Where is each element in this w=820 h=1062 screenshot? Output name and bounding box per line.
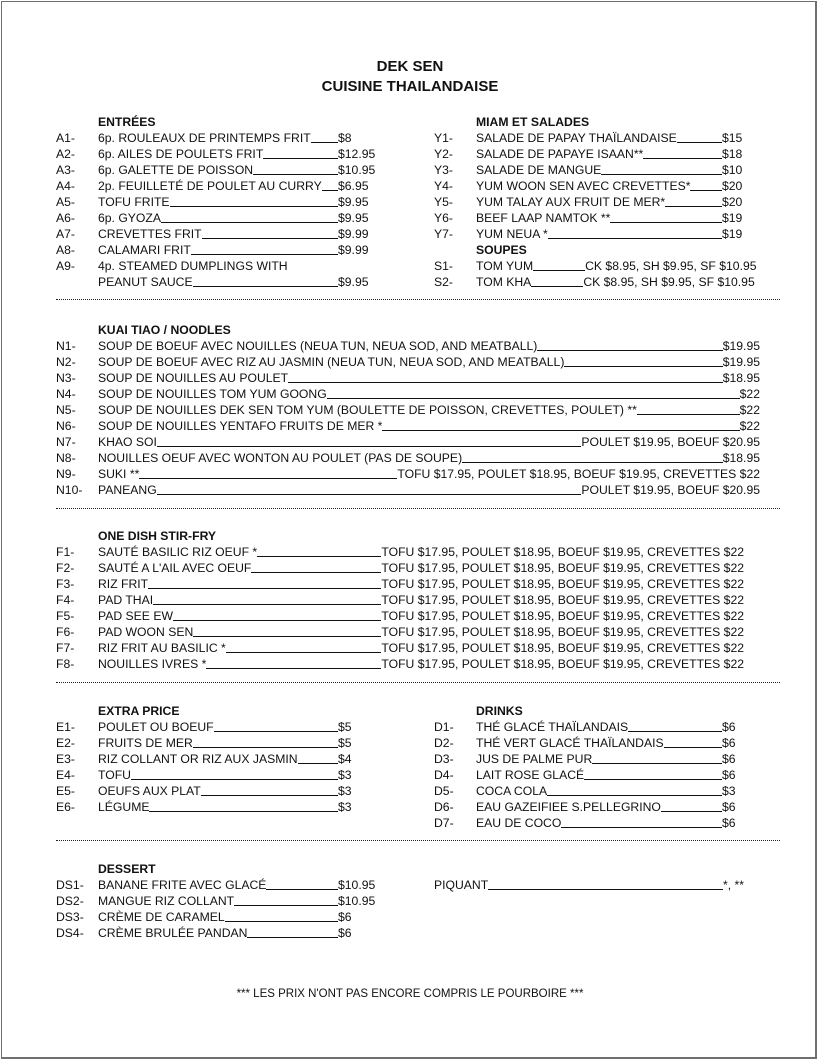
leader-line <box>247 937 338 938</box>
leader-line <box>643 158 722 159</box>
item-name: CRÈME DE CARAMEL <box>98 910 225 924</box>
menu-item-row <box>56 560 744 576</box>
noodles-section <box>56 322 760 498</box>
item-price: TOFU $17.95, POULET $18.95, BOEUF $19.95, CREVETTES $22 <box>381 593 744 607</box>
leader-line <box>191 254 338 255</box>
leader-line <box>202 238 338 239</box>
item-code: DS2- <box>56 894 84 908</box>
item-price: $20 <box>722 195 743 209</box>
item-name: RIZ FRIT AU BASILIC * <box>98 641 226 655</box>
item-price: $6 <box>338 926 352 940</box>
item-name: 6p. GYOZA <box>98 211 161 225</box>
leader-line <box>206 668 381 669</box>
item-name: SOUP DE NOUILLES DEK SEN TOM YUM (BOULETTE DE POISSON, CREVETTES, POULET) ** <box>98 403 637 417</box>
extra-section <box>56 703 356 815</box>
item-price: $6 <box>338 910 352 924</box>
item-name: SOUP DE BOEUF AVEC RIZ AU JASMIN (NEUA TUN, NEUA SOD, AND MEATBALL) <box>98 355 565 369</box>
menu-item-row <box>434 226 760 242</box>
item-code: E1- <box>56 720 75 734</box>
menu-item-row <box>434 783 740 799</box>
item-name: TOM KHA <box>476 275 532 289</box>
menu-item-row <box>56 338 760 354</box>
item-name: CRÈME BRULÉE PANDAN <box>98 926 248 940</box>
item-code: E3- <box>56 752 75 766</box>
item-price: $6 <box>722 736 736 750</box>
item-price: $19 <box>722 211 743 225</box>
item-code: DS3- <box>56 910 84 924</box>
item-code: A5- <box>56 195 75 209</box>
menu-item-row <box>56 640 744 656</box>
item-name: 6p. ROULEAUX DE PRINTEMPS FRIT <box>98 131 311 145</box>
leader-line <box>251 572 381 573</box>
item-name: BANANE FRITE AVEC GLACÉ <box>98 878 267 892</box>
leader-line <box>173 620 381 621</box>
item-code: F5- <box>56 609 75 623</box>
item-name: POULET OU BOEUF <box>98 720 214 734</box>
item-price: $8 <box>338 131 352 145</box>
menu-item-row <box>434 130 760 146</box>
dessert-section <box>56 861 376 941</box>
salades-heading: MIAM ET SALADES <box>476 115 590 129</box>
item-price: TOFU $17.95, POULET $18.95, BOEUF $19.95, CREVETTES $22 <box>397 467 760 481</box>
item-price: CK $8.95, SH $9.95, SF $10.95 <box>585 259 757 273</box>
item-name: 2p. FEUILLETÉ DE POULET AU CURRY <box>98 179 322 193</box>
item-code: F4- <box>56 593 75 607</box>
item-name: PAD SEE EW <box>98 609 173 623</box>
item-name: SOUP DE BOEUF AVEC NOUILLES (NEUA TUN, NEUA SOD, AND MEATBALL) <box>98 339 538 353</box>
menu-item-row <box>56 799 356 815</box>
item-code: D7- <box>434 816 454 830</box>
item-code: E2- <box>56 736 75 750</box>
noodles-heading: KUAI TIAO / NOODLES <box>98 323 231 337</box>
leader-line <box>665 206 722 207</box>
menu-item-row <box>434 719 740 735</box>
item-price: $10.95 <box>338 163 376 177</box>
leader-line <box>564 366 722 367</box>
menu-item-row <box>434 146 760 162</box>
leader-line <box>664 747 722 748</box>
leader-line <box>226 652 382 653</box>
item-name: SOUP DE NOUILLES TOM YUM GOONG <box>98 387 327 401</box>
item-price: $18 <box>722 147 743 161</box>
menu-item-row <box>434 767 740 783</box>
menu-item-row <box>56 274 376 290</box>
leader-line <box>690 190 722 191</box>
item-code: A3- <box>56 163 75 177</box>
leader-line <box>592 763 722 764</box>
item-code: N9- <box>56 467 76 481</box>
menu-item-row <box>56 656 744 672</box>
item-code: Y5- <box>434 195 453 209</box>
leader-line <box>537 350 722 351</box>
menu-item-row <box>434 799 740 815</box>
item-code: DS1- <box>56 878 84 892</box>
item-price: $3 <box>338 800 352 814</box>
leader-line <box>214 731 338 732</box>
item-price: $10.95 <box>338 878 376 892</box>
menu-item-row <box>434 751 740 767</box>
item-price: $10.95 <box>338 894 376 908</box>
item-code: N8- <box>56 451 76 465</box>
item-name: KHAO SOI <box>98 435 157 449</box>
item-code: Y4- <box>434 179 453 193</box>
item-name: OEUFS AUX PLAT <box>98 784 201 798</box>
item-price: $4 <box>338 752 352 766</box>
restaurant-name: DEK SEN <box>376 58 444 75</box>
item-code: F1- <box>56 545 75 559</box>
item-name: SALADE DE MANGUE <box>476 163 602 177</box>
item-price: POULET $19.95, BOEUF $20.95 <box>581 483 760 497</box>
menu-item-row <box>56 909 376 925</box>
menu-item-row <box>56 162 376 178</box>
leader-line <box>488 889 723 890</box>
menu-item-row <box>56 608 744 624</box>
leader-line <box>677 142 722 143</box>
menu-item-row <box>56 130 376 146</box>
menu-item-row <box>56 178 376 194</box>
item-name-continued: PEANUT SAUCE <box>98 275 193 289</box>
menu-item-row <box>56 592 744 608</box>
item-code: F2- <box>56 561 75 575</box>
leader-line <box>170 206 338 207</box>
leader-line <box>531 286 583 287</box>
item-code: D6- <box>434 800 454 814</box>
item-price: $15 <box>722 131 743 145</box>
item-price: $9.99 <box>338 227 369 241</box>
leader-line <box>149 811 338 812</box>
menu-item-row <box>56 242 376 258</box>
item-name: SAUTÉ BASILIC RIZ OEUF * <box>98 545 258 559</box>
soupes-section <box>434 242 760 290</box>
leader-line <box>548 238 722 239</box>
item-name: FRUITS DE MER <box>98 736 193 750</box>
item-code: E6- <box>56 800 75 814</box>
item-name: LÉGUME <box>98 800 150 814</box>
menu-item-row <box>56 576 744 592</box>
leader-line <box>661 811 722 812</box>
menu-item-row <box>56 466 760 482</box>
menu-item-row <box>434 258 760 274</box>
item-name: NOUILLES OEUF AVEC WONTON AU POULET (PAS DE SOUPE) <box>98 451 463 465</box>
leader-line <box>561 827 722 828</box>
item-price: $6 <box>722 816 736 830</box>
item-name: MANGUE RIZ COLLANT <box>98 894 235 908</box>
item-price: TOFU $17.95, POULET $18.95, BOEUF $19.95, CREVETTES $22 <box>381 577 744 591</box>
item-price: $5 <box>338 736 352 750</box>
menu-item-row <box>56 386 760 402</box>
leader-line <box>201 795 338 796</box>
entrees-section <box>56 114 376 290</box>
item-name: CREVETTES FRIT <box>98 227 202 241</box>
item-code: A8- <box>56 243 75 257</box>
leader-line <box>193 286 338 287</box>
item-code: N3- <box>56 371 76 385</box>
item-price: $18.95 <box>722 451 760 465</box>
item-code: DS4- <box>56 926 84 940</box>
menu-item-row <box>434 194 760 210</box>
leader-line <box>533 270 585 271</box>
item-code: N7- <box>56 435 76 449</box>
item-name: SAUTÉ A L'AIL AVEC OEUF <box>98 561 252 575</box>
menu-item-row <box>56 925 376 941</box>
item-code: F3- <box>56 577 75 591</box>
leader-line <box>382 430 739 431</box>
item-name: 4p. STEAMED DUMPLINGS WITH <box>98 259 288 273</box>
item-price: $22 <box>739 419 760 433</box>
item-price: $3 <box>338 768 352 782</box>
item-code: F7- <box>56 641 75 655</box>
item-code: S2- <box>434 275 453 289</box>
leader-line <box>311 142 338 143</box>
item-name: EAU GAZEIFIEE S.PELLEGRINO <box>476 800 661 814</box>
item-code: A9- <box>56 259 75 273</box>
item-code: A7- <box>56 227 75 241</box>
item-code: N4- <box>56 387 76 401</box>
leader-line <box>253 174 338 175</box>
item-code: N2- <box>56 355 76 369</box>
item-name: CALAMARI FRIT <box>98 243 191 257</box>
piquant-label: PIQUANT <box>434 878 489 892</box>
tip-note: *** LES PRIX N'ONT PAS ENCORE COMPRIS LE POURBOIRE *** <box>236 988 584 1000</box>
item-code: Y1- <box>434 131 453 145</box>
item-code: F8- <box>56 657 75 671</box>
item-name: PAD WOON SEN <box>98 625 194 639</box>
item-name: RIZ FRIT <box>98 577 149 591</box>
item-price: $6 <box>722 800 736 814</box>
item-name: 6p. GALETTE DE POISSON <box>98 163 254 177</box>
menu-item-row <box>56 751 356 767</box>
menu-item-row <box>434 178 760 194</box>
menu-item-row <box>56 482 760 498</box>
item-name: SOUP DE NOUILLES YENTAFO FRUITS DE MER * <box>98 419 383 433</box>
salades-section <box>434 114 760 242</box>
item-name: TOFU FRITE <box>98 195 170 209</box>
leader-line <box>157 494 582 495</box>
leader-line <box>628 731 722 732</box>
leader-line <box>153 604 381 605</box>
item-price: $6 <box>722 768 736 782</box>
menu-item-row <box>56 783 356 799</box>
item-price: $9.95 <box>338 275 369 289</box>
item-name: JUS DE PALME PUR <box>476 752 593 766</box>
menu-item-row <box>56 370 760 386</box>
section-divider <box>56 840 780 841</box>
item-price: $6 <box>722 752 736 766</box>
item-name: LAIT ROSE GLACÉ <box>476 768 585 782</box>
entrees-heading: ENTRÉES <box>98 115 156 129</box>
item-code: F6- <box>56 625 75 639</box>
leader-line <box>263 158 338 159</box>
leader-line <box>131 779 338 780</box>
item-code: Y6- <box>434 211 453 225</box>
item-code: A6- <box>56 211 75 225</box>
stirfry-heading: ONE DISH STIR-FRY <box>98 529 217 543</box>
item-code: S1- <box>434 259 453 273</box>
item-name: NOUILLES IVRES * <box>98 657 207 671</box>
item-code: D3- <box>434 752 454 766</box>
piquant-value: *, ** <box>722 878 744 892</box>
item-price: $9.95 <box>338 195 369 209</box>
stirfry-section <box>56 528 744 672</box>
item-name: SALADE DE PAPAYE ISAAN** <box>476 147 644 161</box>
item-code: N10- <box>56 483 83 497</box>
item-name: YUM TALAY AUX FRUIT DE MER* <box>476 195 666 209</box>
menu-item-row <box>56 354 760 370</box>
leader-line <box>298 763 338 764</box>
item-code: Y2- <box>434 147 453 161</box>
item-price: $19.95 <box>722 355 760 369</box>
drinks-section <box>434 703 740 831</box>
item-name: SOUP DE NOUILLES AU POULET <box>98 371 289 385</box>
menu-item-row <box>434 162 760 178</box>
menu-item-row <box>56 767 356 783</box>
item-price: $5 <box>338 720 352 734</box>
menu-item-row <box>56 258 376 274</box>
drinks-heading: DRINKS <box>476 704 523 718</box>
menu-item-row <box>434 210 760 226</box>
item-price: $22 <box>739 403 760 417</box>
item-code: E5- <box>56 784 75 798</box>
menu-item-row <box>56 544 744 560</box>
menu-item-row <box>56 450 760 466</box>
leader-line <box>161 222 338 223</box>
item-code: D5- <box>434 784 454 798</box>
item-price: TOFU $17.95, POULET $18.95, BOEUF $19.95, CREVETTES $22 <box>381 561 744 575</box>
menu-item-row <box>56 877 376 893</box>
menu-item-row <box>56 194 376 210</box>
item-price: TOFU $17.95, POULET $18.95, BOEUF $19.95, CREVETTES $22 <box>381 657 744 671</box>
item-price: $12.95 <box>338 147 376 161</box>
item-name: THÉ VERT GLACÉ THAÏLANDAIS <box>476 736 664 750</box>
item-price: $3 <box>338 784 352 798</box>
item-name: SUKI ** <box>98 467 140 481</box>
item-name: PANEANG <box>98 483 157 497</box>
item-code: D4- <box>434 768 454 782</box>
menu-item-row <box>56 146 376 162</box>
item-name: TOM YUM <box>476 259 534 273</box>
menu-item-row <box>56 719 356 735</box>
section-divider <box>56 508 780 509</box>
item-name: BEEF LAAP NAMTOK ** <box>476 211 611 225</box>
item-code: A2- <box>56 147 75 161</box>
leader-line <box>547 795 722 796</box>
item-name: EAU DE COCO <box>476 816 562 830</box>
item-code: D2- <box>434 736 454 750</box>
item-code: D1- <box>434 720 454 734</box>
extra-heading: EXTRA PRICE <box>98 704 180 718</box>
item-price: TOFU $17.95, POULET $18.95, BOEUF $19.95, CREVETTES $22 <box>381 625 744 639</box>
leader-line <box>257 556 381 557</box>
leader-line <box>225 921 338 922</box>
item-price: $22 <box>739 387 760 401</box>
item-price: $19.95 <box>722 339 760 353</box>
leader-line <box>234 905 338 906</box>
item-price: TOFU $17.95, POULET $18.95, BOEUF $19.95, CREVETTES $22 <box>381 609 744 623</box>
leader-line <box>462 462 723 463</box>
item-price: $19 <box>722 227 743 241</box>
leader-line <box>148 588 381 589</box>
item-code: Y3- <box>434 163 453 177</box>
piquant-legend <box>434 877 744 893</box>
restaurant-subtitle: CUISINE THAILANDAISE <box>321 78 499 95</box>
item-name: YUM NEUA * <box>476 227 548 241</box>
item-price: $3 <box>722 784 736 798</box>
section-divider <box>56 682 780 683</box>
item-name: THÉ GLACÉ THAÏLANDAIS <box>476 720 629 734</box>
item-name: SALADE DE PAPAY THAÏLANDAISE <box>476 131 677 145</box>
menu-item-row <box>434 815 740 831</box>
item-price: $6.95 <box>338 179 369 193</box>
menu-item-row <box>56 226 376 242</box>
item-name: YUM WOON SEN AVEC CREVETTES* <box>476 179 691 193</box>
item-price: $10 <box>722 163 743 177</box>
item-code: N1- <box>56 339 76 353</box>
item-code: N5- <box>56 403 76 417</box>
leader-line <box>610 222 722 223</box>
leader-line <box>266 889 338 890</box>
item-price: TOFU $17.95, POULET $18.95, BOEUF $19.95, CREVETTES $22 <box>381 641 744 655</box>
menu-item-row <box>56 434 760 450</box>
item-code: A1- <box>56 131 75 145</box>
item-code: A4- <box>56 179 75 193</box>
item-name: 6p. AILES DE POULETS FRIT <box>98 147 264 161</box>
item-price: $9.99 <box>338 243 369 257</box>
soupes-heading: SOUPES <box>476 243 527 257</box>
item-code: E4- <box>56 768 75 782</box>
leader-line <box>157 446 581 447</box>
menu-item-row <box>434 735 740 751</box>
menu-item-row <box>434 274 760 290</box>
leader-line <box>288 382 723 383</box>
item-price: TOFU $17.95, POULET $18.95, BOEUF $19.95, CREVETTES $22 <box>381 545 744 559</box>
leader-line <box>322 190 338 191</box>
menu-item-row <box>56 735 356 751</box>
leader-line <box>139 478 397 479</box>
menu-item-row <box>56 402 760 418</box>
item-price: $20 <box>722 179 743 193</box>
leader-line <box>584 779 722 780</box>
leader-line <box>193 636 381 637</box>
menu-item-row <box>56 893 376 909</box>
item-price: $6 <box>722 720 736 734</box>
item-name: RIZ COLLANT OR RIZ AUX JASMIN <box>98 752 298 766</box>
item-name: PAD THAI <box>98 593 154 607</box>
item-price: $18.95 <box>722 371 760 385</box>
leader-line <box>327 398 740 399</box>
dessert-heading: DESSERT <box>98 862 156 876</box>
menu-item-row <box>56 418 760 434</box>
leader-line <box>193 747 338 748</box>
item-price: $9.95 <box>338 211 369 225</box>
item-code: Y7- <box>434 227 453 241</box>
leader-line <box>601 174 722 175</box>
menu-item-row <box>56 210 376 226</box>
item-price: POULET $19.95, BOEUF $20.95 <box>581 435 760 449</box>
menu-item-row <box>56 624 744 640</box>
item-name: COCA COLA <box>476 784 548 798</box>
item-price: CK $8.95, SH $9.95, SF $10.95 <box>583 275 755 289</box>
item-name: TOFU <box>98 768 131 782</box>
item-code: N6- <box>56 419 76 433</box>
leader-line <box>637 414 740 415</box>
section-divider <box>56 299 780 300</box>
